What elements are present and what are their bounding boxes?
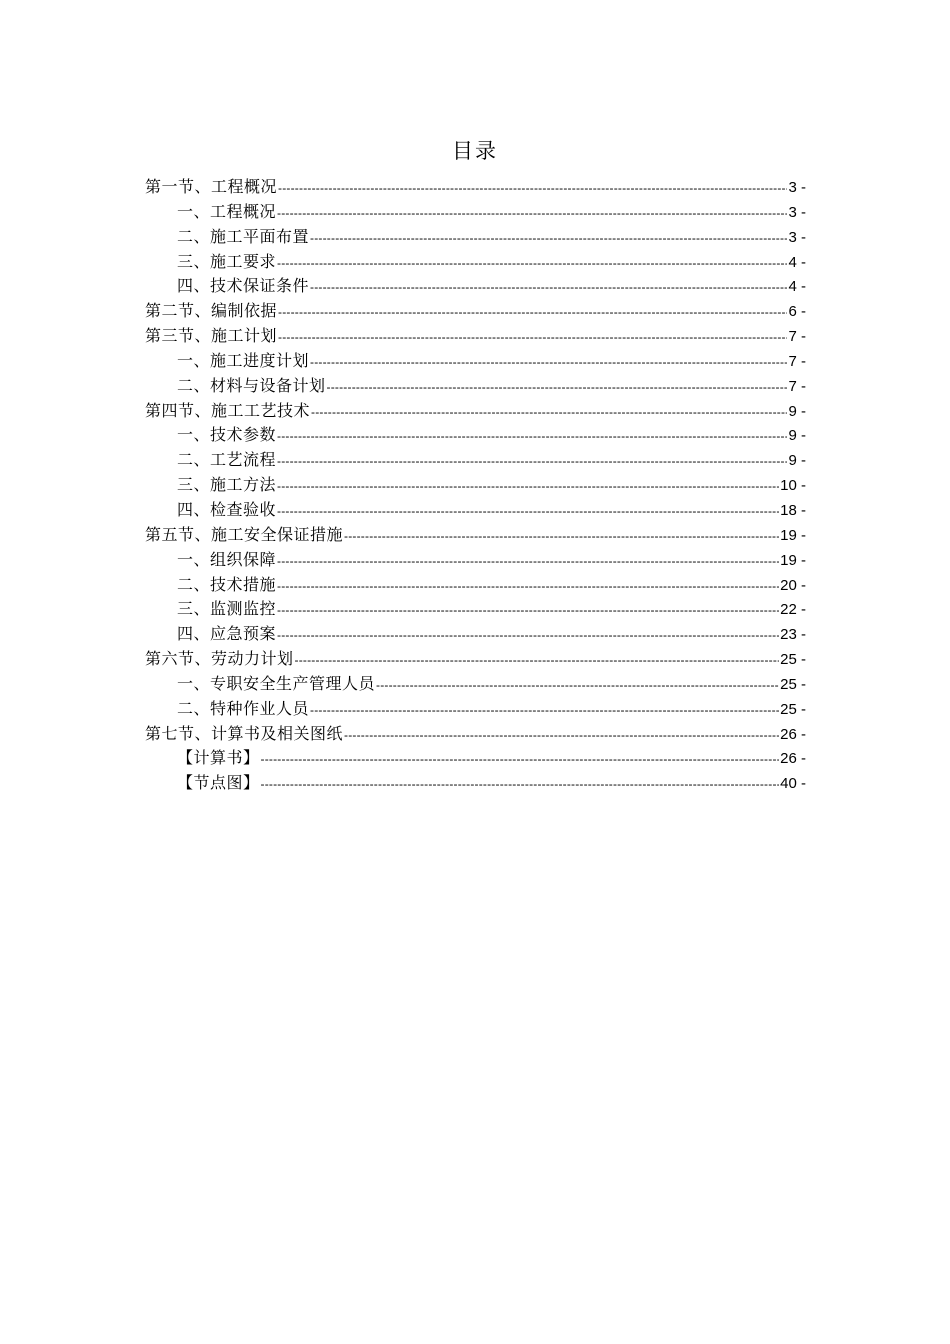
toc-entry[interactable] [145, 548, 806, 573]
toc-entry-label: 四、检查验收 [177, 499, 277, 519]
toc-dot-leader [277, 598, 779, 622]
toc-entry-page-number: 9 - [788, 452, 806, 470]
toc-entry-label: 第四节、施工工艺技术 [145, 400, 311, 420]
toc-entry-label: 二、施工平面布置 [177, 226, 310, 246]
toc-entry-page-number: 25 - [780, 700, 806, 718]
toc-entry-label: 【计算书】 [177, 748, 260, 768]
toc-entry-page-number: 9 - [788, 402, 806, 420]
toc-dot-leader [310, 350, 787, 374]
toc-entry-page-number: 7 - [788, 328, 806, 346]
toc-entry-page-number: 7 - [788, 352, 806, 370]
toc-entry-label: 第七节、计算书及相关图纸 [145, 723, 344, 743]
toc-entry-page-number: 19 - [780, 526, 806, 544]
toc-entry-page-number: 40 - [780, 775, 806, 793]
toc-entry-page-number: 20 - [780, 576, 806, 594]
toc-entry-page-number: 26 - [780, 725, 806, 743]
toc-entry-label: 三、监测监控 [177, 599, 277, 619]
toc-entry-label: 二、技术措施 [177, 574, 277, 594]
toc-entry-page-number: 9 - [788, 427, 806, 445]
toc-entry[interactable] [145, 697, 806, 722]
toc-entry-label: 第三节、施工计划 [145, 326, 278, 346]
toc-dot-leader [311, 400, 787, 424]
toc-entry-label: 二、工艺流程 [177, 450, 277, 470]
toc-entry[interactable] [145, 622, 806, 647]
toc-dot-leader [277, 574, 779, 598]
toc-entry-label: 二、特种作业人员 [177, 698, 310, 718]
toc-entry-label: 第五节、施工安全保证措施 [145, 524, 344, 544]
toc-entry[interactable] [145, 324, 806, 349]
toc-entry-label: 一、工程概况 [177, 201, 277, 221]
toc-entry[interactable] [145, 672, 806, 697]
toc-entry-label: 一、组织保障 [177, 549, 277, 569]
toc-entry[interactable] [145, 597, 806, 622]
toc-dot-leader [376, 673, 779, 697]
toc-entry[interactable] [145, 722, 806, 747]
toc-entry-page-number: 19 - [780, 551, 806, 569]
toc-dot-leader [277, 201, 787, 225]
toc-entry-label: 四、应急预案 [177, 624, 277, 644]
toc-entry[interactable] [145, 523, 806, 548]
toc-entry[interactable] [145, 299, 806, 324]
toc-dot-leader [295, 648, 780, 672]
toc-dot-leader [278, 176, 787, 200]
toc-entry[interactable] [145, 175, 806, 200]
toc-dot-leader [277, 424, 787, 448]
toc-dot-leader [344, 524, 779, 548]
toc-entry[interactable] [145, 573, 806, 598]
toc-entry-label: 一、技术参数 [177, 425, 277, 445]
toc-entry-page-number: 10 - [780, 477, 806, 495]
toc-entry[interactable] [145, 349, 806, 374]
toc-dot-leader [277, 251, 787, 275]
toc-dot-leader [310, 275, 787, 299]
toc-dot-leader [327, 375, 788, 399]
toc-entry[interactable] [145, 423, 806, 448]
toc-entry-label: 三、施工要求 [177, 251, 277, 271]
toc-entry[interactable] [145, 647, 806, 672]
toc-entry-page-number: 6 - [788, 303, 806, 321]
toc-entry-label: 一、施工进度计划 [177, 350, 310, 370]
toc-entry-page-number: 22 - [780, 601, 806, 619]
toc-entry[interactable] [145, 399, 806, 424]
toc-dot-leader [310, 698, 779, 722]
toc-entry-page-number: 3 - [788, 203, 806, 221]
toc-entry[interactable] [145, 746, 806, 771]
toc-dot-leader [277, 474, 779, 498]
toc-entry[interactable] [145, 225, 806, 250]
toc-entry-label: 【节点图】 [177, 773, 260, 793]
toc-dot-leader [277, 499, 779, 523]
toc-entry[interactable] [145, 498, 806, 523]
toc-entry-label: 一、专职安全生产管理人员 [177, 673, 376, 693]
toc-entry-page-number: 25 - [780, 651, 806, 669]
toc-entry[interactable] [145, 250, 806, 275]
toc-dot-leader [344, 723, 779, 747]
toc-entry-label: 第六节、劳动力计划 [145, 649, 294, 669]
toc-entry-label: 四、技术保证条件 [177, 276, 310, 296]
toc-entry[interactable] [145, 274, 806, 299]
toc-entry-page-number: 3 - [788, 228, 806, 246]
toc-entry-page-number: 4 - [788, 253, 806, 271]
toc-entry-label: 第二节、编制依据 [145, 301, 278, 321]
toc-dot-leader [278, 325, 787, 349]
toc-entry-page-number: 18 - [780, 501, 806, 519]
toc-title: 目录 [452, 139, 498, 163]
toc-entry-page-number: 3 - [788, 179, 806, 196]
toc-entry-label: 二、材料与设备计划 [177, 375, 326, 395]
toc-dot-leader [261, 747, 780, 771]
toc-entry-label: 三、施工方法 [177, 475, 277, 495]
toc-dot-leader [310, 226, 787, 250]
toc-dot-leader [278, 300, 787, 324]
toc-entry-page-number: 26 - [780, 750, 806, 768]
toc-dot-leader [277, 623, 779, 647]
toc-entry[interactable] [145, 473, 806, 498]
toc-entry-page-number: 7 - [788, 377, 806, 395]
toc-dot-leader [261, 772, 780, 796]
toc-list [145, 175, 806, 796]
toc-entry[interactable] [145, 771, 806, 796]
toc-entry-page-number: 25 - [780, 675, 806, 693]
toc-entry[interactable] [145, 448, 806, 473]
toc-entry[interactable] [145, 374, 806, 399]
toc-entry-label: 第一节、工程概况 [145, 177, 278, 196]
toc-dot-leader [277, 549, 779, 573]
toc-dot-leader [277, 449, 787, 473]
toc-entry-page-number: 4 - [788, 278, 806, 296]
toc-entry-page-number: 23 - [780, 626, 806, 644]
toc-entry[interactable] [145, 200, 806, 225]
